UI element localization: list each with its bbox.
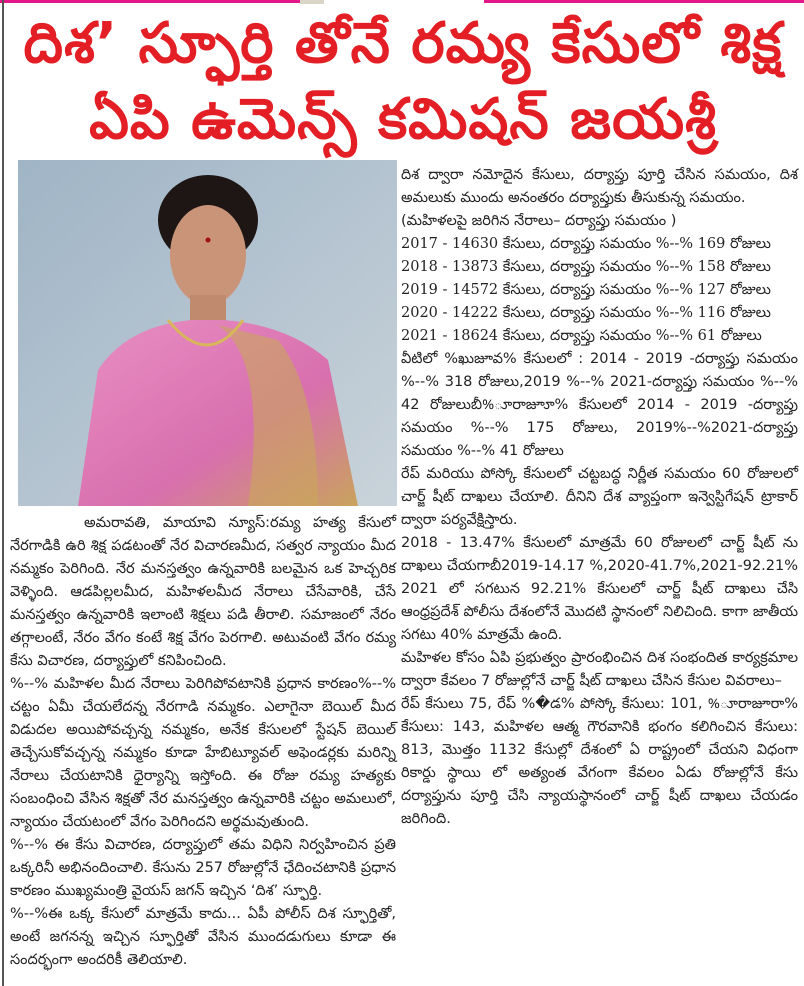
top-clipping-edge [300, 0, 324, 4]
right-column-article [401, 164, 798, 831]
article-paragraph: దిశ ద్వారా నమోదైన కేసులు, దర్యాప్తు పూర్తి చేసిన సమయం, దిశ అమలుకు ముందు అనంతరం దర్యాప్తుకు తీసుకున్న సమయం. [401, 167, 798, 206]
top-border-gap [324, 0, 484, 3]
left-border [2, 0, 4, 986]
article-paragraph: మహిళల కోసం ఏపి ప్రభుత్వం ప్రారంభించిన దిశ సంభందిత కార్యక్రమాల ద్వారా కేవలం 7 రోజుల్లోనే చార్జ్ షీట్ దాఖలు చేసిన కేసుల వివరాలు– [401, 650, 798, 689]
article-paragraph: (మహిళలపై జరిగిన నేరాలు– దర్యాప్తు సమయం ) [401, 213, 677, 229]
article-paragraph: రేప్ కేసులు 75, రేప్ %�డ% పోస్కో కేసులు: 101, %ూరాజూరా% కేసులు: 143, మహిళల ఆత్మ గౌరవానికి భంగం కలిగించిన కేసులు: 813, మొత్తం 1132 కేసుల్లో దేశంలో ఏ రాష్ట్రంలో చేయని విధంగా రికార్డు స్థాయి లో అత్యంత వేగంగా కేవలం ఏడు రోజుల్లోనే కేసు దర్యాప్తును పూర్తి చేసి న్యాయస్థానంలో చార్జ్ షీట్ దాఖలు చేయడం జరిగింది. [401, 696, 798, 827]
article-paragraph: అమరావతి, మాయావి న్యూస్:రమ్య హత్య కేసులో నేరగాడికి ఉరి శిక్ష పడటంతో నేర విచారణమీద, సత్వర న్యాయం మీద నమ్మకం పెరిగింది. నేర మనస్తత్వం ఉన్నవారికి బలమైన ఒక హెచ్చరిక వెళ్ళింది. ఆడపిల్లలమీద, మహిళలమీద నేరాలు చేసేవారికి, చేసే మనస్తత్వం ఉన్నవారికి ఇలాంటి శిక్షలు పడి తీరాలి. సమాజంలో నేరం తగ్గాలంటే, నేరం వేగం కంటే శిక్ష వేగం పెరగాలి. అటువంటి వేగం రమ్య కేసు విచారణ, దర్యాప్తులో కనిపించింది. [10, 515, 396, 669]
article-paragraph: %--% మహిళల మీద నేరాలు పెరిగిపోవటానికి ప్రధాన కారణం%--% చట్టం ఏమీ చేయలేదన్న నేరగాడి నమ్మకం. ఎలాగైనా బెయిల్ మీద విడుదల అయిపోవచ్చన్న నమ్మకం, అనేక కేసులలో స్టేషన్ బెయిల్ తెచ్చేసుకోవచ్చన్న నమ్మకం కూడా హేబిట్యూవల్ అఫెండర్లకు మరిన్ని నేరాలు చేయటానికి ధైర్యాన్ని ఇస్తోంది. ఈ రోజు రమ్య హత్యకు సంబంధించి వేసిన శిక్షతో నేర మనస్తత్వం ఉన్నవారికి చట్టం అమలులో, న్యాయం చేయటంలో వేగం పెరిగిందని అర్థమవుతుంది. [10, 676, 396, 830]
article-paragraph: రేప్ మరియు పోస్కో కేసులలో చట్టబద్ధ నిర్ణీత సమయం 60 రోజులలో చార్జ్ షీట్ దాఖలు చేయాలి. దీనిని దేశ వ్యాప్తంగా ఇన్వెస్టిగేషన్ ట్రాకార్ ద్వారా పర్యవేక్షిస్తారు. [401, 466, 798, 528]
article-paragraph: వీటిలో %ఖుజూవ% కేసులలో : 2014 - 2019 -దర్యాప్తు సమయం %--% 318 రోజులు,2019 %--% 2021-దర్యాప్తు సమయం %--% 42 రోజులుబీ%ూరాజూూ% కేసులలో 2014 - 2019 -దర్యాప్తు సమయం %--% 175 రోజులు, 2019%--%2021-దర్యాప్తు సమయం %--% 41 రోజులు [401, 351, 798, 459]
portrait-photo [18, 160, 397, 506]
headline-line-2: ఏపి ఉమెన్స్ కమిషన్ జయశ్రీ [89, 87, 717, 152]
left-column-article [10, 512, 396, 972]
headline-line-1: దిశ’ స్ఫూర్తి తోనే రమ్య కేసులో శిక్ష [23, 11, 783, 76]
article-paragraph: %--% ఈ కేసు విచారణ, దర్యాప్తులో తమ విధిని నిర్వహించిన ప్రతి ఒక్కరినీ అభినందించాలి. కేసును 257 రోజుల్లోనే ఛేదించటానికి ప్రధాన కారణం ముఖ్యమంత్రి వైయస్ జగన్ ఇచ్చిన ‘దిశ’ స్ఫూర్తి. [10, 837, 396, 899]
statistic-line: 2017 - 14630 కేసులు, దర్యాప్తు సమయం %--% 169 రోజులు [401, 236, 771, 252]
article-paragraph: %--%ఈ ఒక్క కేసులో మాత్రమే కాదు... ఏపీ పోలీస్ దిశ స్ఫూర్తితో, అంటే జగనన్న ఇచ్చిన స్ఫూర్తితో వేసిన ముందడుగులు కూడా ఈ సందర్భంగా అందరికీ తెలియాలి. [10, 906, 396, 968]
article-paragraph: 2021 లో సగటున 92.21% కేసులలో చార్జ్ షీట్ దాఖలు చేసి ఆంధ్రప్రదేశ్ పోలీసు దేశంలోనే మొదటి స్థానంలో నిలిచింది. కాగా జాతీయ సగటు 40% మాత్రమే ఉంది. [401, 581, 798, 643]
statistic-line: 2019 - 14572 కేసులు, దర్యాప్తు సమయం %--% 127 రోజులు [401, 282, 771, 298]
statistic-line: 2021 - 18624 కేసులు, దర్యాప్తు సమయం %--% 61 రోజులు [401, 328, 762, 344]
statistic-line: 2018 - 13873 కేసులు, దర్యాప్తు సమయం %--% 158 రోజులు [401, 259, 771, 275]
article-paragraph: 2018 - 13.47% కేసులలో మాత్రమే 60 రోజులలో చార్జ్ షీట్ ను దాఖలు చేయగాబీ2019-14.17 %,2020-41.7%,2021-92.21% [401, 535, 799, 574]
statistic-line: 2020 - 14222 కేసులు, దర్యాప్తు సమయం %--% 116 రోజులు [401, 305, 771, 321]
